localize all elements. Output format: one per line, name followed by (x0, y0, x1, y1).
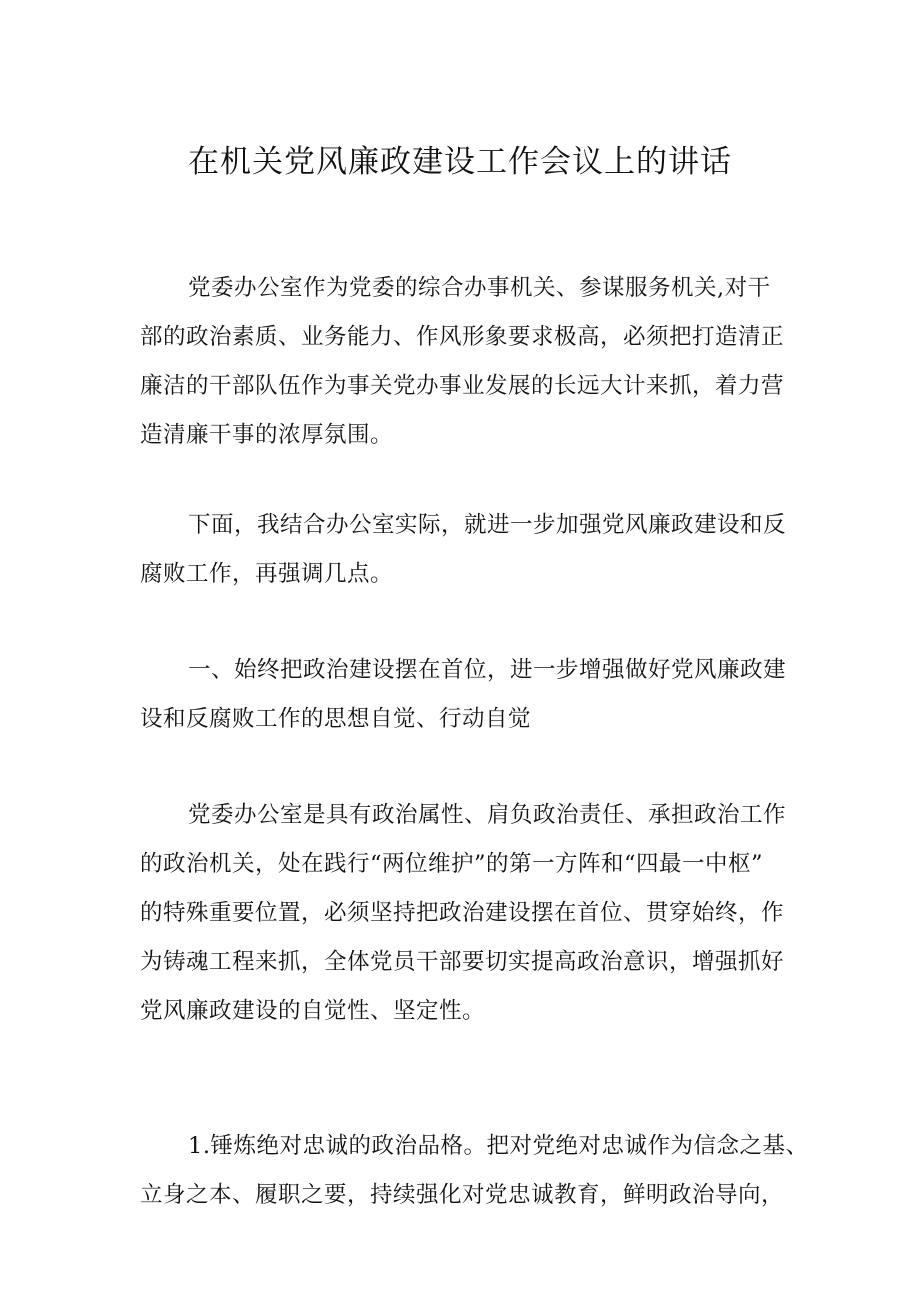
heading-line: 设和反腐败工作的思想自觉、行动自觉 (140, 706, 532, 732)
paragraph-line: 为铸魂工程来抓，全体党员干部要切实提高政治意识，增强抓好 (140, 949, 785, 975)
paragraph-line: 腐败工作，再强调几点。 (140, 561, 394, 587)
paragraph-line: 的特殊重要位置，必须坚持把政治建设摆在首位、贯穿始终，作 (140, 900, 785, 926)
paragraph-intro (140, 264, 788, 460)
document-title: 在机关党风廉政建设工作会议上的讲话 (188, 144, 732, 180)
paragraph-line: 的政治机关，处在践行“两位维护”的第一方阵和“四最一中枢” (140, 851, 764, 877)
paragraph-transition (140, 501, 788, 599)
paragraph-section-1-body (140, 791, 788, 1036)
paragraph-line: 1.锤炼绝对忠诚的政治品格。把对党绝对忠诚作为信念之基、 (188, 1133, 809, 1159)
heading-line: 一、始终把政治建设摆在首位，进一步增强做好党风廉政建 (188, 657, 787, 683)
paragraph-line: 党委办公室作为党委的综合办事机关、参谋服务机关,对干 (188, 275, 771, 301)
paragraph-subpoint-1 (140, 1122, 809, 1220)
paragraph-line: 下面，我结合办公室实际，就进一步加强党风廉政建设和反 (188, 512, 787, 538)
section-heading-1 (140, 646, 788, 744)
paragraph-line: 立身之本、履职之要，持续强化对党忠诚教育，鲜明政治导向， (140, 1182, 785, 1208)
paragraph-line: 党风廉政建设的自觉性、坚定性。 (140, 998, 486, 1024)
paragraph-line: 廉洁的干部队伍作为事关党办事业发展的长远大计来抓，着力营 (140, 373, 785, 399)
paragraph-line: 党委办公室是具有政治属性、肩负政治责任、承担政治工作 (188, 802, 787, 828)
paragraph-line: 造清廉干事的浓厚氛围。 (140, 422, 394, 448)
paragraph-line: 部的政治素质、业务能力、作风形象要求极高，必须把打造清正 (140, 324, 785, 350)
